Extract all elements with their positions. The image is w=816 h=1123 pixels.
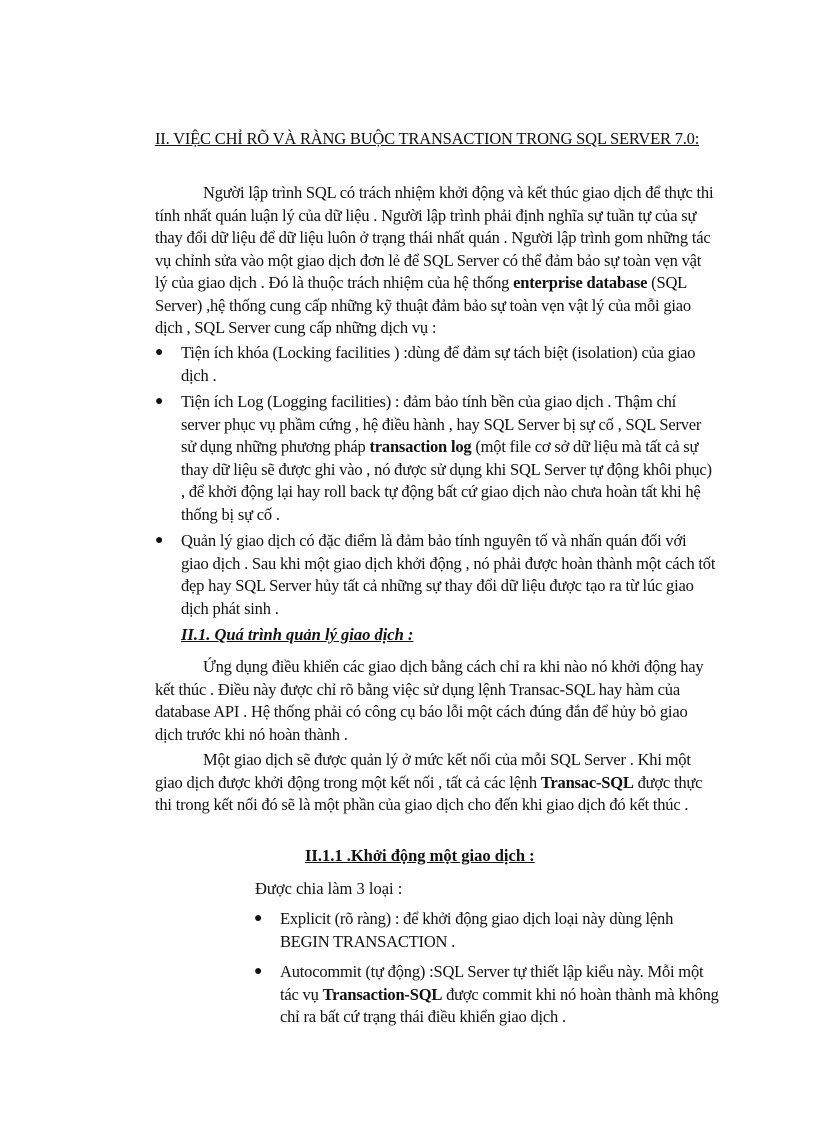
intro-bold-term: enterprise database: [513, 273, 648, 292]
bullet-text: Tiện ích Log (Logging facilities) : đảm bảo tính bền của giao dịch . Thậm chí server phục vụ phầm cứng , hệ điều hành , hay SQL Server bị sự cố , SQL Server sử dụng những phương pháp: [181, 392, 702, 456]
para-text: được thực thi trong kết nối đó sẽ là một phần của giao dịch cho đến khi giao dịch đó kết thúc .: [155, 772, 703, 814]
subsection-heading: II.1. Quá trình quản lý giao dịch :: [181, 625, 414, 644]
bullet-item: [254, 908, 720, 953]
bullet-item: [155, 530, 717, 620]
bullet-dot-icon: ●: [155, 533, 164, 548]
bullet-dot-icon: ●: [254, 964, 263, 979]
bullet-dot-icon: ●: [155, 394, 164, 409]
section-paragraph: Ứng dụng điều khiển các giao dịch bằng cách chỉ ra khi nào nó khởi động hay kết thúc . Điều này được chỉ rõ bằng việc sử dụng lệnh Transac-SQL hay hàm của database API . Hệ thống phải có công cụ báo lỗi một cách đúng đắn để hủy bỏ giao dịch trước khi nó hoàn thành .: [155, 657, 704, 744]
para-bold-term: Transac-SQL: [540, 772, 634, 792]
bullet-text: Quản lý giao dịch có đặc điểm là đảm bảo tính nguyên tố và nhấn quán đối với giao dịch . Sau khi một giao dịch khởi động , nó phải được hoàn thành một cách tốt đẹp hay SQL Server hủy tất cả những sự thay đổi dữ liệu được tạo ra từ lúc giao dịch phát sinh .: [181, 531, 716, 618]
bullet-dot-icon: ●: [155, 345, 164, 360]
bullet-text: Autocommit (tự động) :SQL Server tự thiết lập kiểu này. Mỗi một tác vụ: [280, 962, 704, 1004]
subsubsection-heading: II.1.1 .Khởi động một giao dịch :: [305, 846, 535, 865]
bullet-text: được commit khi nó hoàn thành mà không chỉ ra bất cứ trạng thái điều khiển giao dịch .: [280, 984, 719, 1026]
bullet-bold-term: Transaction-SQL: [322, 984, 443, 1004]
para-text: Một giao dịch sẽ được quản lý ở mức kết nối của mỗi SQL Server . Khi một giao dịch được khởi động trong một kết nối , tất cả các lệnh: [155, 750, 691, 792]
intro-paragraph: [155, 182, 715, 340]
section-heading: II. VIỆC CHỈ RÕ VÀ RÀNG BUỘC TRANSACTION TRONG SQL SERVER 7.0:: [155, 129, 700, 148]
bullet-text: Explicit (rõ ràng) : để khởi động giao dịch loại này dùng lệnh BEGIN TRANSACTION .: [280, 909, 674, 951]
section-paragraph: [155, 749, 715, 817]
intro-text-1: Người lập trình SQL có trách nhiệm khởi động và kết thúc giao dịch để thực thi tính nhất quán luận lý của dữ liệu . Người lập trình phải định nghĩa sự tuần tự của sự thay đổi dữ liệu để dữ liệu luôn ở trạng thái nhất quán . Người lập trình gom những tác vụ chỉnh sửa vào một giao dịch đơn lẻ để SQL Server có thể đảm bảo sự toàn vẹn vật lý của giao dịch . Đó là thuộc trách nhiệm của hệ thống: [155, 183, 714, 292]
bullet-item: [254, 961, 720, 1029]
bullet-text: Tiện ích khóa (Locking facilities ) :dùng để đảm sự tách biệt (isolation) của giao dịch .: [181, 343, 696, 385]
bullet-bold-term: transaction log: [369, 437, 472, 456]
subsection-intro: Được chia làm 3 loại :: [255, 879, 403, 898]
bullet-item: [155, 342, 717, 387]
bullet-text: (một file cơ sở dữ liệu mà tất cả sự thay dữ liệu sẽ được ghi vào , nó được sử dụng khi SQL Server tự động khôi phục) , để khởi động lại hay roll back tự động bất cứ giao dịch nào chưa hoàn tất khi hệ thống bị sự cố .: [181, 437, 712, 524]
bullet-item: [155, 391, 717, 526]
intro-text-2: (SQL Server) ,hệ thống cung cấp những kỹ thuật đảm bảo sự toàn vẹn vật lý của mỗi giao dịch , SQL Server cung cấp những dịch vụ :: [155, 273, 691, 337]
bullet-dot-icon: ●: [254, 911, 263, 926]
